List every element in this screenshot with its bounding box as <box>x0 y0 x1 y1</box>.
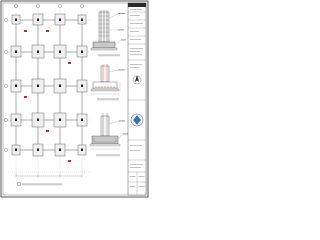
column-detail-view <box>91 10 126 56</box>
title-block <box>128 3 146 195</box>
view-bubble <box>17 182 21 186</box>
foundation-plan-view <box>4 4 90 185</box>
sheet-border <box>1 1 148 197</box>
footing-section-a-view <box>91 64 125 100</box>
footing-section-b-view <box>90 113 128 156</box>
drawing-sheet <box>0 0 149 198</box>
